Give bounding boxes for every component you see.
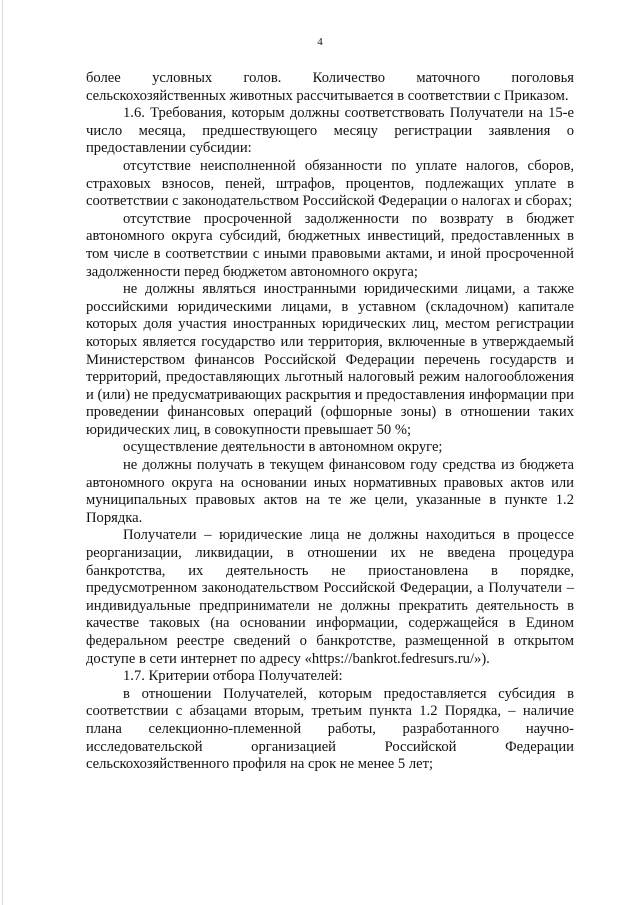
paragraph-selection-criteria: в отношении Получателей, которым предоставляется субсидия в соответствии с абзацами вторым, третьим пункта 1.2 Порядка, – наличие плана селекционно-племенной работы, разработанного научно-исследовательской организацией Российской Федерации сельскохозяйственного профиля на срок не менее 5 лет; xyxy=(86,685,574,773)
paragraph-foreign-entities: не должны являться иностранными юридическими лицами, а также российскими юридическими лицами, в уставном (складочном) капитале которых доля участия иностранных юридических лиц, местом регистрации которых является государство или территория, включенные в утверждаемый Министерством финансов Российской Федерации перечень государств и территорий, предоставляющих льготный налоговый режим налогообложения и (или) не предусматривающих раскрытия и предоставления информации при проведении финансовых операций (офшорные зоны) в отношении таких юридических лиц, в совокупности превышает 50 %; xyxy=(86,281,574,438)
page-number: 4 xyxy=(317,36,323,48)
page-edge-line xyxy=(2,0,3,905)
paragraph-no-other-funds: не должны получать в текущем финансовом году средства из бюджета автономного округа на основании иных нормативных правовых актов или муниципальных правовых актов на те же цели, указанные в пункте 1.2 Порядка. xyxy=(86,457,574,526)
paragraph-continuation: более условных голов. Количество маточного поголовья сельскохозяйственных животных рассчитывается в соответствии с Приказом. xyxy=(86,70,574,104)
paragraph-section-1-6: 1.6. Требования, которым должны соответствовать Получатели на 15-е число месяца, предшествующего месяцу регистрации заявления о предоставлении субсидии: xyxy=(86,105,574,157)
paragraph-overdue-debt: отсутствие просроченной задолженности по возврату в бюджет автономного округа субсидий, бюджетных инвестиций, предоставленных в том числе в соответствии с иными правовыми актами, и иной просроченной задолженности перед бюджетом автономного округа; xyxy=(86,210,574,280)
paragraph-bankruptcy: Получатели – юридические лица не должны находиться в процессе реорганизации, ликвидации, в отношении их не введена процедура банкротства, их деятельность не приостановлена в порядке, предусмотренном законодательством Российской Федерации, а Получатели – индивидуальные предприниматели не должны прекратить деятельность в качестве таковых (на основании информации, содержащейся в Едином федеральном реестре сведений о банкротстве, размещенной в открытом доступе в сети интернет по адресу «https://bankrot.fedresurs.ru/»). xyxy=(86,527,574,667)
paragraph-tax-obligations: отсутствие неисполненной обязанности по уплате налогов, сборов, страховых взносов, пеней, штрафов, процентов, подлежащих уплате в соответствии с законодательством Российской Федерации о налогах и сборах; xyxy=(86,157,574,210)
paragraph-section-1-7: 1.7. Критерии отбора Получателей: xyxy=(123,668,343,685)
document-body xyxy=(86,70,574,774)
paragraph-activity-location: осуществление деятельности в автономном округе; xyxy=(123,439,443,456)
